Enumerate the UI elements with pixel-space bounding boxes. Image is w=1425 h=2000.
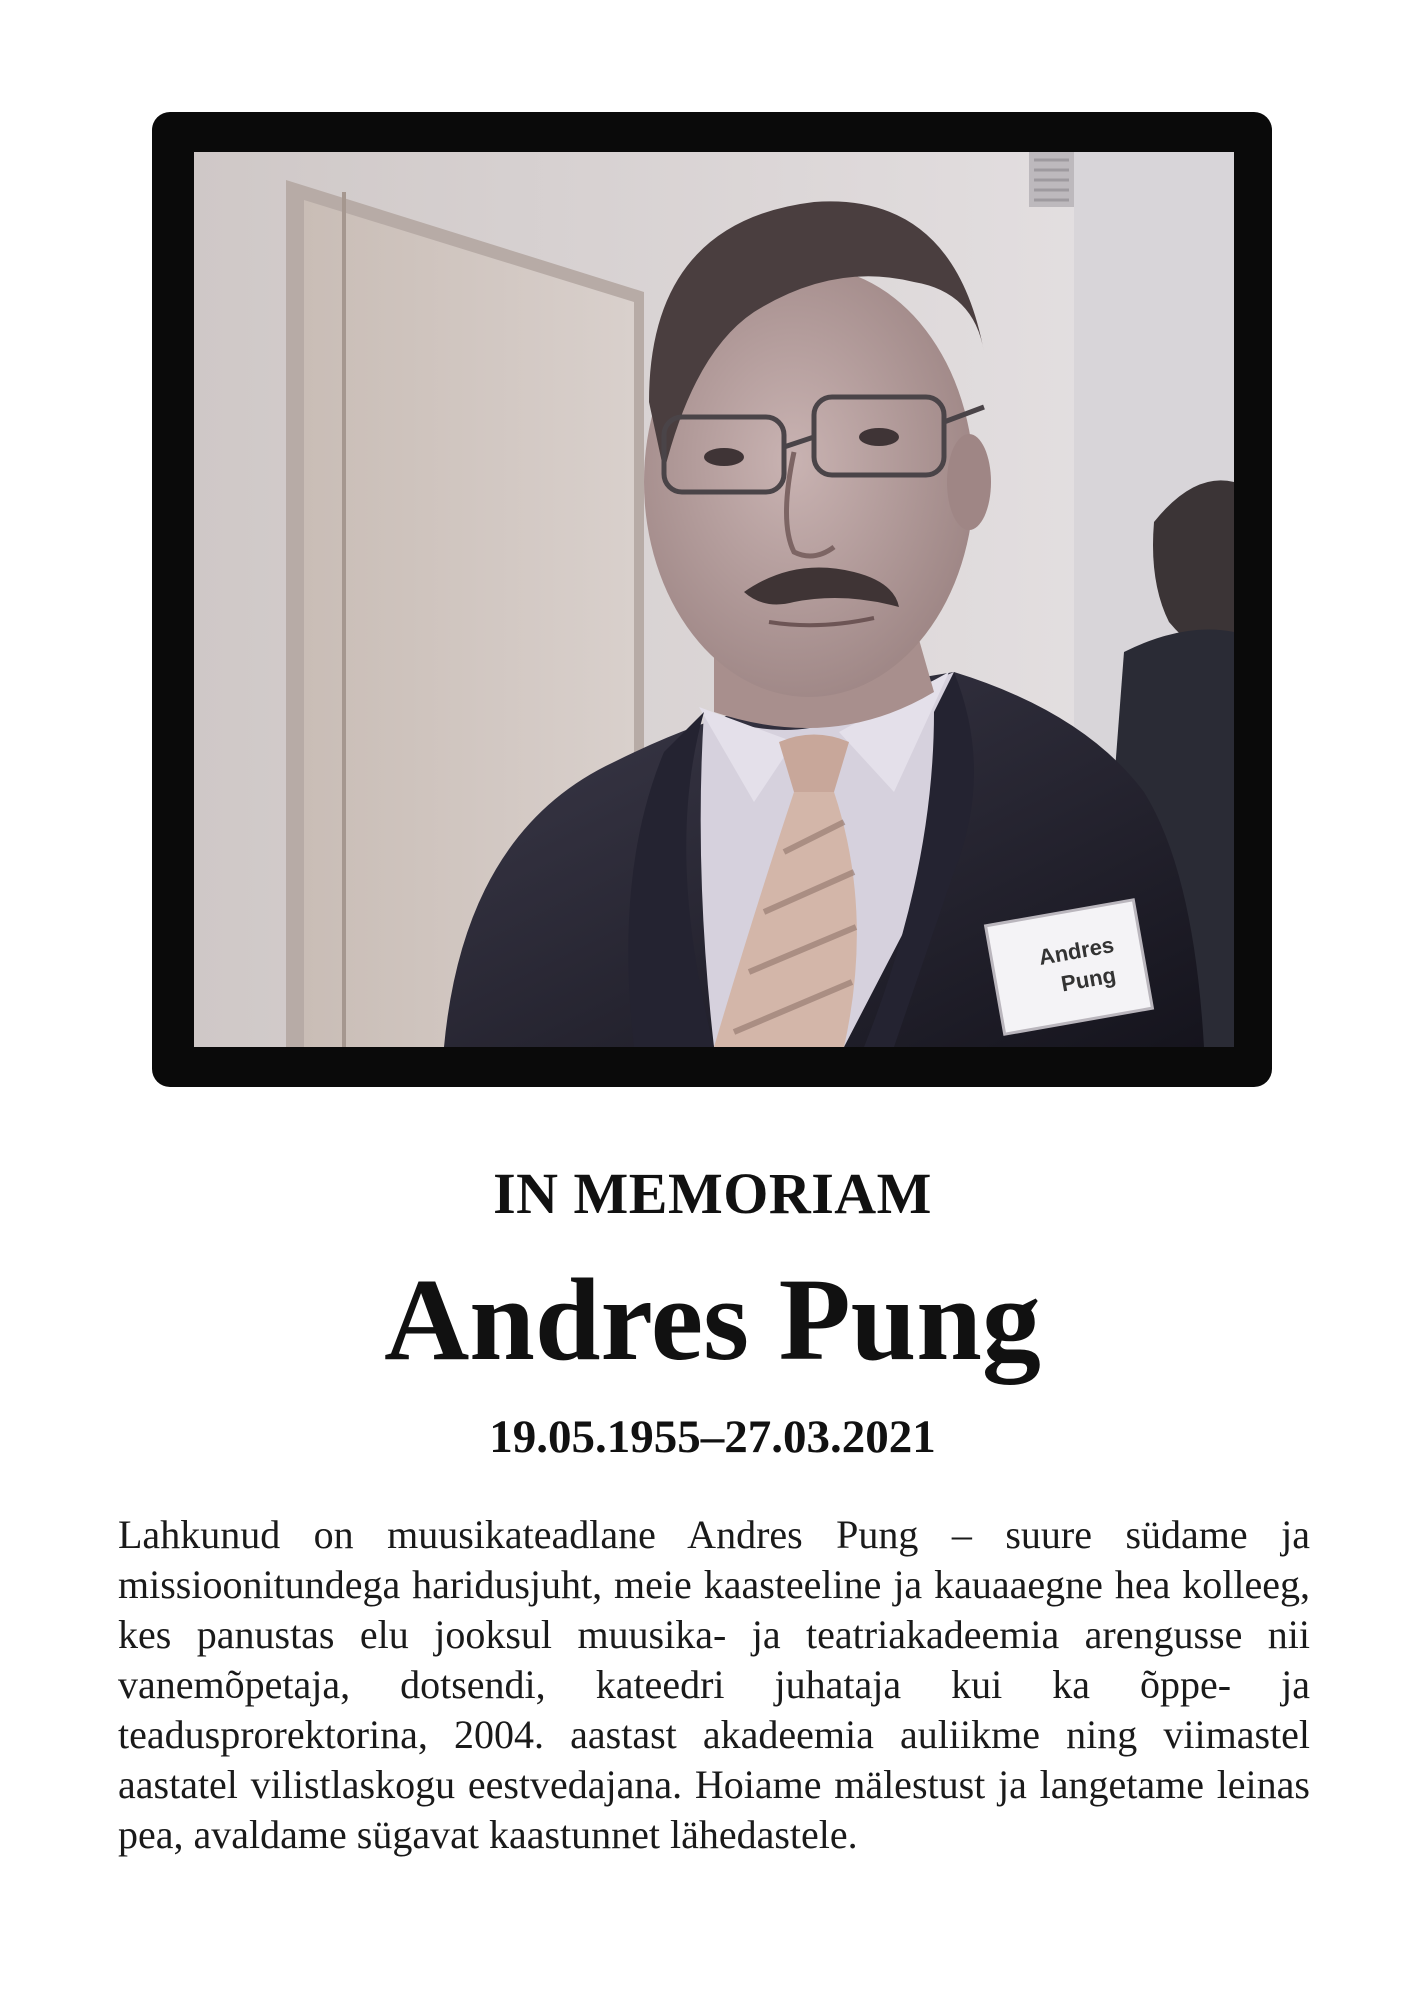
obituary-text: Lahkunud on muusikateadlane Andres Pung – suure südame ja missioonitundega haridusjuht, meie kaasteeline ja kauaaegne hea kolleeg, kes panustas elu jooksul muusika- ja teatriakadeemia arengusse nii vanemõpetaja, dotsendi, kateedri juhataja kui ka õppe- ja teadusprorektorina, 2004. aastast akadeemia auliikme ning viimastel aastatel vilistlaskogu eestvedajana. Hoiame mälestust ja langetame leinas pea, avaldame sügavat kaastunnet lähedastele. bbox=[118, 1512, 1310, 1857]
badge-first-name: Andres bbox=[1036, 932, 1116, 970]
portrait-photo bbox=[194, 152, 1234, 1047]
badge-last-name: Pung bbox=[1059, 962, 1118, 997]
life-dates: 19.05.1955–27.03.2021 bbox=[489, 1411, 936, 1463]
portrait-illustration bbox=[194, 152, 1234, 1047]
deceased-name: Andres Pung bbox=[384, 1254, 1041, 1385]
photo-frame bbox=[152, 112, 1272, 1087]
in-memoriam-label: IN MEMORIAM bbox=[493, 1161, 932, 1226]
